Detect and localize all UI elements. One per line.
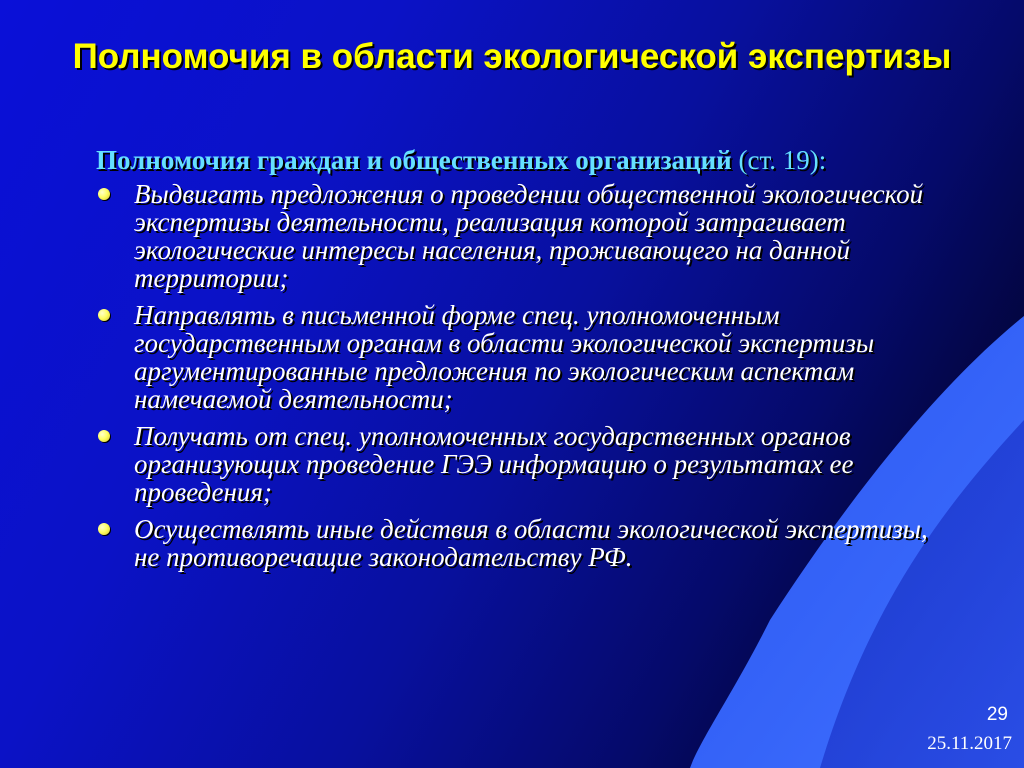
slide-date: 25.11.2017 [927,733,1012,754]
list-item [96,422,936,506]
powers-list [96,180,936,571]
list-item-text: Направлять в письменной форме спец. уполномоченным государственным органам в области экологической экспертизы аргументированные предложения по экологическим аспектам намечаемой деятельности; [134,300,875,414]
slide-number: 29 [986,704,1008,725]
list-item-text: Осуществлять иные действия в области экологической экспертизы, не противоречащие законодательству РФ. [134,514,928,572]
intro-article-reference: (ст. 19): [738,145,827,175]
list-item [96,180,936,292]
list-item [96,515,936,571]
list-item [96,301,936,413]
slide-title: Полномочия в области экологической экспертизы [72,37,952,76]
slide-content [96,146,936,571]
intro-heading [96,146,936,174]
list-item-text: Получать от спец. уполномоченных государственных органов организующих проведение ГЭЭ информацию о результатах ее проведения; [134,421,854,507]
intro-heading-text: Полномочия граждан и общественных организаций [96,145,732,175]
list-item-text: Выдвигать предложения о проведении общественной экологической экспертизы деятельности, реализация которой затрагивает экологические интересы населения, проживающего на данной территории; [134,179,924,293]
bullet-dot-icon [98,430,110,442]
bullet-dot-icon [98,309,110,321]
bullet-dot-icon [98,523,110,535]
bullet-dot-icon [98,188,110,200]
